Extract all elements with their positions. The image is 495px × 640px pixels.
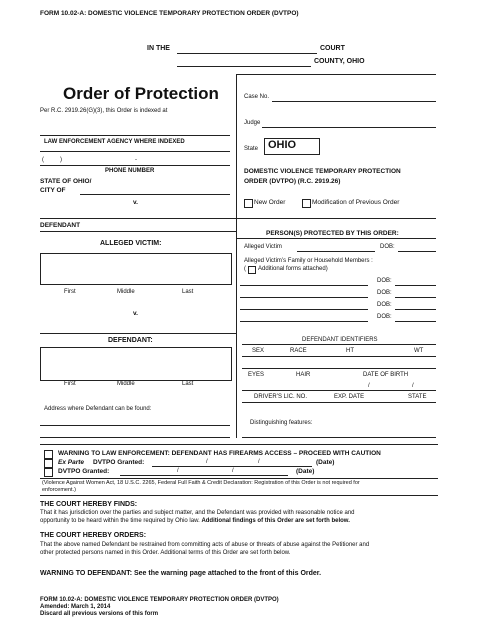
indexed-note: Per R.C. 2919.26(G)(3), this Order is indexed at [40,108,168,114]
modification-label: Modification of Previous Order [312,199,400,206]
page-title: Order of Protection [63,84,219,103]
member-dob-1: DOB: [377,278,392,284]
court-label: COURT [320,45,345,52]
dvtpo-date-line[interactable] [120,475,288,476]
county-label: COUNTY, OHIO [314,58,365,65]
vawa-top-rule [40,478,438,479]
defendant-top-rule [40,218,236,219]
member-dob-line-2[interactable] [395,297,436,298]
ex-parte-label: Ex Parte [58,459,85,466]
protected-header: PERSON(S) PROTECTED BY THIS ORDER: [266,230,399,237]
agency-top-rule [40,135,230,136]
judge-label: Judge [244,120,261,126]
defendant-header: DEFENDANT [40,222,81,229]
member-line-3[interactable] [240,309,368,310]
member-dob-3: DOB: [377,302,392,308]
new-order-checkbox[interactable] [244,199,253,208]
member-line-2[interactable] [240,297,368,298]
findings-header: THE COURT HEREBY FINDS: [40,501,138,508]
dob-col-label: DATE OF BIRTH [363,372,409,378]
alleged-victim-name-box[interactable] [40,253,232,285]
phone-paren-open: ( [42,157,44,163]
phone-dash: - [135,157,137,163]
orders-line-1: That the above named Defendant be restrained from committing acts of abuse or threats of abuse against the Petitioner and [40,542,370,548]
dob-slash-2: / [412,383,414,389]
case-no-label: Case No. [244,94,270,100]
defendant-middle-label: Middle [117,381,135,387]
member-dob-2: DOB: [377,290,392,296]
identifiers-row1-entry[interactable] [242,368,436,369]
column-divider [236,74,237,438]
alleged-victim-row-label: Alleged Victim [244,244,282,250]
city-of-label: CITY OF [40,187,66,194]
member-line-1[interactable] [240,285,368,286]
identifiers-header: DEFENDANT IDENTIFIERS [302,337,378,343]
identifiers-rule-2 [242,356,436,357]
modification-checkbox[interactable] [302,199,311,208]
dvtpo-checkbox[interactable] [44,468,53,477]
wt-label: WT [414,348,424,354]
court-name-line[interactable] [177,53,317,54]
identifiers-rule-1 [242,344,436,345]
victim-first-label: First [64,289,76,295]
exp-date-label: EXP. DATE [334,394,365,400]
distinguishing-label: Distinguishing features: [250,420,313,426]
ex-parte-date-label: (Date) [316,459,335,466]
findings-line-2a: opportunity to be heard within the time required by Ohio law. [40,518,200,524]
agency-label: LAW ENFORCEMENT AGENCY WHERE INDEXED [44,139,185,145]
race-label: RACE [290,348,307,354]
ex-parte-slash-1: / [206,459,208,465]
firearms-warning: WARNING TO LAW ENFORCEMENT: DEFENDANT HAS FIREARMS ACCESS – PROCEED WITH CAUTION [58,450,381,457]
state-col-label: STATE [408,394,427,400]
orders-header: THE COURT HEREBY ORDERS: [40,532,147,539]
phone-line[interactable] [40,165,230,166]
footer-form-name: FORM 10.02-A: DOMESTIC VIOLENCE TEMPORARY PROTECTION ORDER (DVTPO) [40,597,279,603]
county-name-line[interactable] [177,66,311,67]
alleged-victim-label: ALLEGED VICTIM: [100,240,162,247]
ex-parte-checkbox[interactable] [44,459,53,468]
member-dob-line-4[interactable] [395,321,436,322]
defendant-bottom-rule [40,231,236,232]
victim-last-label: Last [182,289,194,295]
protected-top-rule [236,218,436,219]
in-the-label: IN THE [147,45,170,52]
phone-paren-close: ) [60,157,62,163]
ex-parte-date-line[interactable] [152,466,312,467]
ex-parte-slash-2: / [258,459,260,465]
findings-line-2 [40,518,350,524]
address-line-2[interactable] [40,437,230,438]
member-dob-line-3[interactable] [395,309,436,310]
defendant-first-label: First [64,381,76,387]
footer-discard: Discard all previous versions of this form [40,611,159,617]
additional-forms-checkbox[interactable] [248,266,256,274]
address-label: Address where Defendant can be found: [44,406,152,412]
address-line-1[interactable] [40,425,230,426]
dvtpo-granted-label: DVTPO Granted: [58,468,110,475]
dvtpo-slash-1: / [177,468,179,474]
new-order-label: New Order [254,199,286,206]
member-dob-line-1[interactable] [395,285,436,286]
state-of-ohio-label: STATE OF OHIO/ [40,178,92,185]
order-title-line2: ORDER (DVTPO) (R.C. 2919.26) [244,178,341,185]
dvtpo-slash-2: / [232,468,234,474]
v-label-2: v. [133,310,138,317]
form-title: FORM 10.02-A: DOMESTIC VIOLENCE TEMPORARY PROTECTION ORDER (DVTPO) [40,10,299,17]
warnings-top-rule [40,444,438,445]
member-dob-4: DOB: [377,314,392,320]
alleged-victim-dob: DOB: [380,244,395,250]
defendant-last-label: Last [182,381,194,387]
vawa-line-1: (Violence Against Women Act, 18 U.S.C. 2265, Federal Full Faith & Credit Declaration: Registration of this Order is not required for [42,480,360,486]
eyes-label: EYES [248,372,265,378]
agency-line[interactable] [40,151,230,152]
family-paren-open: ( [244,266,246,272]
right-top-rule [236,74,436,75]
dvtpo-date-label: (Date) [296,468,315,475]
vawa-bottom-rule [40,495,438,496]
case-no-line[interactable] [272,101,436,102]
hair-label: HAIR [296,372,311,378]
identifiers-rule-4 [242,402,436,403]
protected-bottom-rule [236,238,436,239]
orders-line-2: other protected persons named in this Order. Additional terms of this Order are set forth below. [40,550,291,556]
judge-line[interactable] [262,127,436,128]
v-label-1: v. [133,199,138,206]
firearms-checkbox[interactable] [44,450,53,459]
drivers-lic-label: DRIVER’S LIC. NO. [254,394,308,400]
city-line[interactable] [80,194,230,195]
warning-to-defendant: WARNING TO DEFENDANT: See the warning page attached to the front of this Order. [40,570,322,577]
ht-label: HT [346,348,354,354]
ex-parte-granted-label: DVTPO Granted: [93,459,145,466]
state-value: OHIO [268,139,297,151]
family-line2: Additional forms attached) [258,266,328,272]
defendant-name-box[interactable] [40,347,232,381]
defendant-section-rule [40,333,236,334]
findings-line-1: That it has jurisdiction over the parties and subject matter, and the Defendant was provided with reasonable notice and [40,510,355,516]
identifiers-rule-3[interactable] [242,390,436,391]
phone-label: PHONE NUMBER [105,168,155,174]
state-label: State [244,146,259,152]
distinguishing-line[interactable] [242,437,436,438]
sex-label: SEX [252,348,265,354]
order-title-line1: DOMESTIC VIOLENCE TEMPORARY PROTECTION [244,168,401,175]
footer-amended: Amended: March 1, 2014 [40,604,111,610]
family-line1: Alleged Victim’s Family or Household Members : [244,258,373,264]
dob-slash-1: / [368,383,370,389]
alleged-victim-line[interactable] [297,251,375,252]
defendant-label: DEFENDANT: [108,337,153,344]
victim-middle-label: Middle [117,289,135,295]
vawa-line-2: enforcement.) [42,487,76,493]
findings-line-2b: Additional findings of this Order are set forth below. [201,518,350,524]
member-line-4[interactable] [240,321,368,322]
alleged-victim-dob-line[interactable] [398,251,436,252]
